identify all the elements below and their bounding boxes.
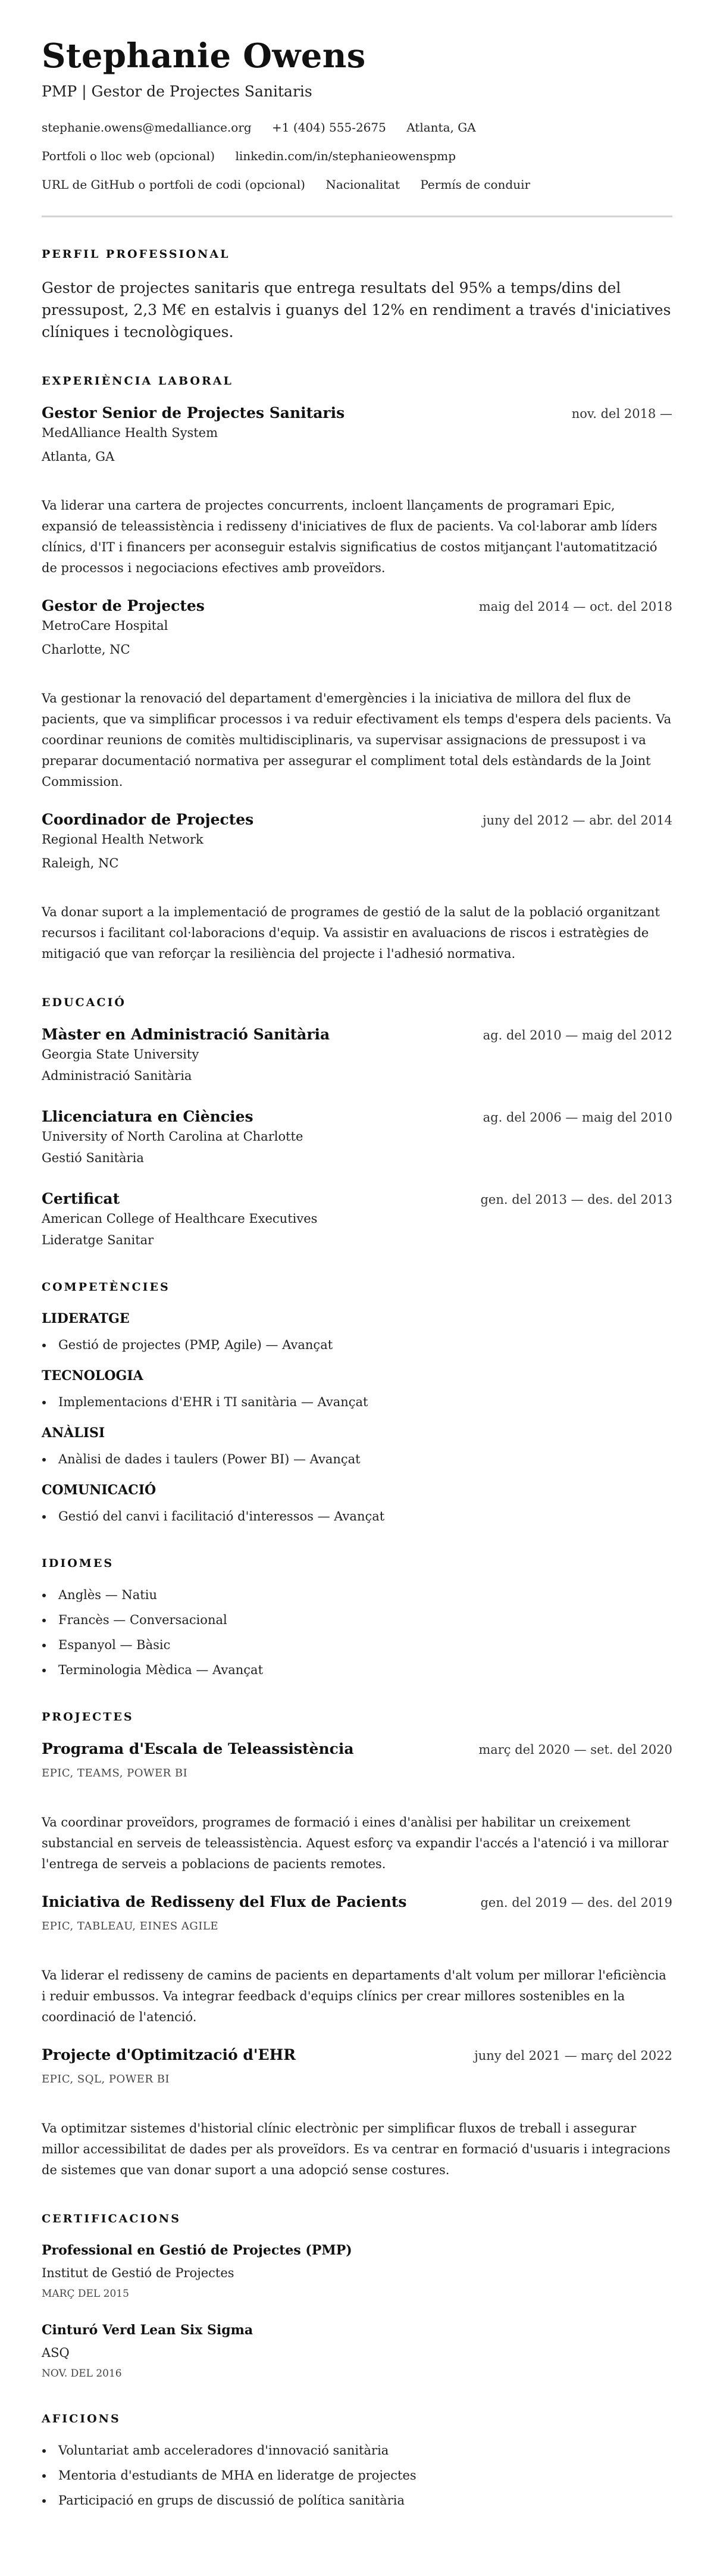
job-location: Raleigh, NC	[42, 856, 119, 870]
resume-header	[42, 33, 672, 193]
hobby-item: Voluntariat amb acceleradores d'innovació sanitària	[42, 2441, 672, 2459]
job-description: Va gestionar la renovació del departament d'emergències i la iniciativa de millora del flux de pacients, que va simplificar processos i va reduir efectivament els temps d'espera dels pacients. Va coordinar reunions de comitès multidisciplinaris, va supervisar assignacions de pressupost i va preparar documentació normativa per assegurar el compliment total dels estàndards de la Joint Commission.	[42, 691, 672, 789]
project-description: Va optimitzar sistemes d'historial clínic electrònic per simplificar fluxos de treball i assegurar millor accessibilitat de dades per als proveïdors. Es va centrar en formació d'usuaris i integracions de sistemes que van donar suport a una adopció sense costures.	[42, 2121, 671, 2177]
project-dates: juny del 2021 — març del 2022	[474, 2049, 672, 2063]
contact-github[interactable]: URL de GitHub o portfoli de codi (opcional)	[42, 177, 305, 192]
job-description: Va liderar una cartera de projectes concurrents, incloent llançaments de programari Epic, expansió de teleassistència i redisseny d'iniciatives de flux de pacients. Va col·laborar amb líders clínics, d'IT i financers per aconseguir estalvis significatius de costos mitjançant l'automatització de processos i negociacions efectives amb proveïdors.	[42, 498, 657, 575]
contact-row-1	[42, 119, 672, 136]
project-entry	[42, 2046, 672, 2181]
project-tech-tags: EPIC, TABLEAU, EINES AGILE	[42, 1920, 219, 1932]
project-entry	[42, 1740, 672, 1875]
certification-entry	[42, 2241, 672, 2301]
projects-section	[42, 1710, 672, 2181]
experience-entry	[42, 404, 672, 579]
education-entry	[42, 1025, 672, 1085]
contact-row-3	[42, 176, 672, 193]
job-location: Charlotte, NC	[42, 642, 130, 657]
job-dates: nov. del 2018 —	[571, 407, 672, 421]
section-title: EDUCACIÓ	[42, 996, 126, 1009]
header-divider	[42, 216, 672, 217]
language-item: Espanyol — Bàsic	[42, 1636, 672, 1654]
contact-driving-license: Permís de conduir	[420, 177, 531, 192]
school-name: University of North Carolina at Charlotte	[42, 1129, 303, 1144]
project-dates: gen. del 2019 — des. del 2019	[480, 1896, 672, 1910]
job-company: MetroCare Hospital	[42, 619, 168, 633]
skills-section	[42, 1280, 672, 1525]
section-title: PERFIL PROFESSIONAL	[42, 248, 230, 261]
section-title: COMPETÈNCIES	[42, 1281, 170, 1294]
job-description: Va donar suport a la implementació de programes de gestió de la salut de la població organitzant recursos i facilitant col·laboracions d'equip. Va assistir en avaluacions de riscos i estratègies de mitigació que van reforçar la resiliència del projecte i l'adhesió normativa.	[42, 905, 660, 961]
skill-item: Gestió de projectes (PMP, Agile) — Avançat	[42, 1336, 672, 1354]
job-dates: maig del 2014 — oct. del 2018	[478, 599, 672, 614]
degree-title: Llicenciatura en Ciències	[42, 1108, 253, 1125]
language-item: Terminologia Mèdica — Avançat	[42, 1661, 672, 1679]
certifications-section	[42, 2212, 672, 2381]
education-dates: ag. del 2006 — maig del 2010	[483, 1110, 672, 1125]
field-of-study: Administració Sanitària	[42, 1069, 192, 1083]
skill-group	[42, 1424, 672, 1468]
section-title: IDIOMES	[42, 1557, 114, 1570]
languages-section	[42, 1556, 672, 1679]
skill-item: Gestió del canvi i facilitació d'interessos — Avançat	[42, 1507, 672, 1525]
field-of-study: Gestió Sanitària	[42, 1151, 144, 1165]
project-entry	[42, 1893, 672, 2028]
contact-location: Atlanta, GA	[406, 120, 476, 135]
certification-name: Professional en Gestió de Projectes (PMP)	[42, 2243, 352, 2258]
job-company: MedAlliance Health System	[42, 426, 218, 440]
education-entry	[42, 1107, 672, 1167]
language-item: Francès — Conversacional	[42, 1611, 672, 1629]
project-tech-tags: EPIC, SQL, POWER BI	[42, 2073, 170, 2085]
experience-entry	[42, 810, 672, 964]
section-title: AFICIONS	[42, 2412, 121, 2425]
education-section	[42, 995, 672, 1249]
section-title: CERTIFICACIONS	[42, 2212, 181, 2225]
education-entry	[42, 1189, 672, 1249]
certification-date: MARÇ DEL 2015	[42, 2288, 129, 2300]
field-of-study: Lideratge Sanitar	[42, 1233, 154, 1247]
project-title: Projecte d'Optimització d'EHR	[42, 2046, 296, 2063]
contact-phone[interactable]: +1 (404) 555-2675	[272, 120, 386, 135]
school-name: Georgia State University	[42, 1047, 199, 1061]
job-dates: juny del 2012 — abr. del 2014	[483, 813, 672, 828]
project-description: Va liderar el redisseny de camins de pacients en departaments d'alt volum per millorar l'eficiència i reduir embussos. Va integrar feedback d'equips clínics per crear millores sostenibles en la coordinació de l'atenció.	[42, 1968, 666, 2024]
certification-issuer: Institut de Gestió de Projectes	[42, 2266, 234, 2280]
contact-nationality: Nacionalitat	[325, 177, 400, 192]
hobby-item: Participació en grups de discussió de política sanitària	[42, 2491, 672, 2509]
summary-text: Gestor de projectes sanitaris que entrega resultats del 95% a temps/dins del pressupost, 2,3 M€ en estalvis i guanys del 12% en rendiment a través d'iniciatives clíniques i tecnològiques.	[42, 279, 671, 341]
skill-group	[42, 1367, 672, 1411]
certification-entry	[42, 2321, 672, 2381]
skill-group	[42, 1310, 672, 1354]
contact-linkedin[interactable]: linkedin.com/in/stephanieowenspmp	[235, 149, 456, 163]
hobby-item: Mentoria d'estudiants de MHA en lideratge de projectes	[42, 2466, 672, 2484]
experience-section	[42, 374, 672, 964]
school-name: American College of Healthcare Executives	[42, 1211, 318, 1226]
education-dates: gen. del 2013 — des. del 2013	[480, 1192, 672, 1207]
hobbies-section	[42, 2412, 672, 2509]
project-title: Programa d'Escala de Teleassistència	[42, 1740, 354, 1757]
skill-group	[42, 1481, 672, 1525]
degree-title: Màster en Administració Sanitària	[42, 1026, 330, 1043]
language-item: Anglès — Natiu	[42, 1586, 672, 1604]
project-dates: març del 2020 — set. del 2020	[478, 1743, 672, 1757]
certification-name: Cinturó Verd Lean Six Sigma	[42, 2322, 253, 2338]
job-title: Gestor Senior de Projectes Sanitaris	[42, 404, 345, 421]
skill-item: Implementacions d'EHR i TI sanitària — Avançat	[42, 1393, 672, 1411]
contact-row-2	[42, 148, 672, 164]
job-company: Regional Health Network	[42, 832, 203, 847]
job-title: Gestor de Projectes	[42, 597, 205, 614]
certification-issuer: ASQ	[42, 2346, 70, 2360]
skill-category: LIDERATGE	[42, 1311, 130, 1326]
certification-date: NOV. DEL 2016	[42, 2368, 122, 2380]
job-title: Coordinador de Projectes	[42, 811, 254, 828]
candidate-headline: PMP | Gestor de Projectes Sanitaris	[42, 83, 312, 100]
skill-category: TECNOLOGIA	[42, 1368, 143, 1384]
job-location: Atlanta, GA	[42, 449, 115, 464]
project-tech-tags: EPIC, TEAMS, POWER BI	[42, 1767, 188, 1779]
project-title: Iniciativa de Redisseny del Flux de Pacients	[42, 1893, 407, 1910]
experience-entry	[42, 597, 672, 792]
section-title: EXPERIÈNCIA LABORAL	[42, 374, 233, 388]
contact-email[interactable]: stephanie.owens@medalliance.org	[42, 120, 252, 135]
candidate-name: Stephanie Owens	[42, 36, 366, 76]
skill-category: ANÀLISI	[42, 1425, 105, 1441]
degree-title: Certificat	[42, 1190, 120, 1207]
skill-item: Anàlisi de dades i taulers (Power BI) — Avançat	[42, 1450, 672, 1468]
contact-portfolio[interactable]: Portfoli o lloc web (opcional)	[42, 149, 215, 163]
project-description: Va coordinar proveïdors, programes de formació i eines d'anàlisi per habilitar un creixement substancial en serveis de teleassistència. Aquest esforç va expandir l'accés a l'atenció i va millorar l'entrega de serveis a poblacions de pacients remotes.	[42, 1815, 669, 1871]
summary-section	[42, 247, 672, 343]
education-dates: ag. del 2010 — maig del 2012	[483, 1028, 672, 1042]
section-title: PROJECTES	[42, 1710, 134, 1723]
skill-category: COMUNICACIÓ	[42, 1482, 156, 1498]
